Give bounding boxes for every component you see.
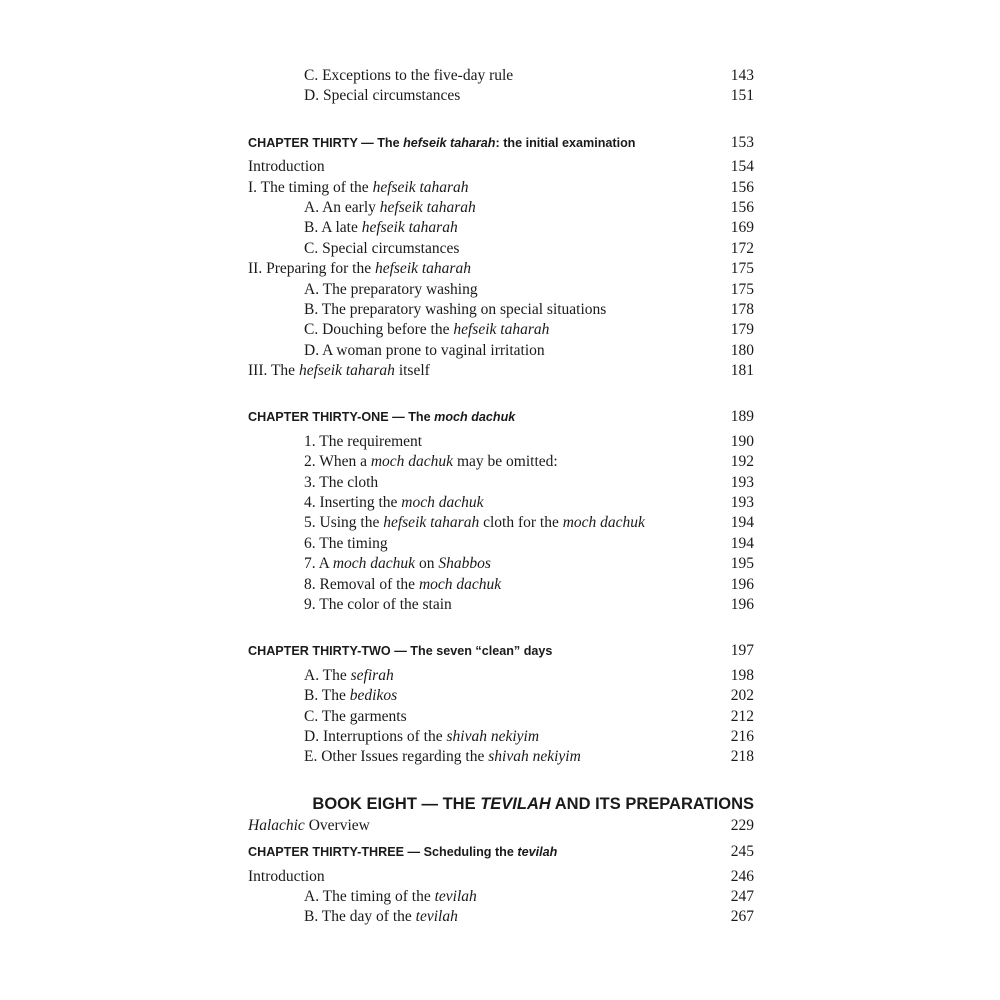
entry-title xyxy=(248,86,460,106)
text-run: B. A late xyxy=(304,219,362,237)
page-number: 178 xyxy=(730,300,754,318)
toc-subentry xyxy=(248,595,754,615)
page-number: 192 xyxy=(730,453,754,471)
entry-title xyxy=(248,887,477,907)
page-number: 267 xyxy=(730,908,754,926)
toc-subentry xyxy=(248,907,754,927)
text-run: B. The preparatory washing on special situations xyxy=(304,300,607,318)
page-number: 190 xyxy=(730,432,754,450)
text-run: C. Exceptions to the five-day rule xyxy=(304,67,514,84)
page-number: 143 xyxy=(730,67,754,84)
toc-entry xyxy=(248,259,754,279)
italic-term: TEVILAH xyxy=(480,794,551,813)
book-heading xyxy=(248,792,754,816)
entry-title xyxy=(248,320,549,340)
text-run: cloth for the xyxy=(479,514,563,532)
entry-title xyxy=(248,707,407,727)
page-number: 189 xyxy=(730,408,754,426)
page-number: 193 xyxy=(730,494,754,512)
toc-subentry xyxy=(248,341,754,361)
italic-term: moch dachuk xyxy=(418,575,502,593)
page-number: 212 xyxy=(730,707,754,725)
page-number: 172 xyxy=(730,239,754,257)
text-run: may be omitted: xyxy=(453,453,558,471)
text-run: D. Special circumstances xyxy=(304,87,461,105)
page-number: 198 xyxy=(730,666,754,684)
entry-title xyxy=(248,66,513,86)
italic-term: moch dachuk xyxy=(332,555,416,573)
page-number: 197 xyxy=(730,642,754,660)
text-run: 1. The requirement xyxy=(304,432,423,450)
italic-term: hefseik taharah xyxy=(361,219,458,237)
text-run: 4. Inserting the xyxy=(304,494,402,512)
book-title xyxy=(312,792,754,816)
text-run: 6. The timing xyxy=(304,534,388,552)
text-run: 3. The cloth xyxy=(304,473,379,491)
chapter-title xyxy=(248,641,552,661)
italic-term: tevilah xyxy=(517,845,558,860)
chapter-heading xyxy=(248,407,754,427)
entry-title xyxy=(248,218,458,238)
text-run: 8. Removal of the xyxy=(304,575,419,593)
page-number: 194 xyxy=(730,534,754,552)
text-run: CHAPTER THIRTY — The xyxy=(248,135,404,150)
page-number: 181 xyxy=(730,362,754,380)
page-number: 195 xyxy=(730,555,754,573)
toc-subentry xyxy=(248,280,754,300)
entry-title xyxy=(248,341,545,361)
italic-term: hefseik taharah xyxy=(372,178,469,196)
page-number: 202 xyxy=(730,687,754,705)
text-run: D. A woman prone to vaginal irritation xyxy=(304,341,545,359)
text-run: BOOK EIGHT — THE xyxy=(312,794,481,813)
table-of-contents xyxy=(248,66,754,928)
entry-title xyxy=(248,747,581,767)
toc-subentry xyxy=(248,432,754,452)
text-run: CHAPTER THIRTY-TWO — The seven “clean” days xyxy=(248,644,553,659)
chapter-heading xyxy=(248,641,754,661)
toc-subentry xyxy=(248,218,754,238)
italic-term: shivah nekiyim xyxy=(446,727,540,745)
text-run: : the initial examination xyxy=(495,135,636,150)
page-number: 196 xyxy=(730,595,754,613)
page-number: 175 xyxy=(730,260,754,278)
italic-term: hefseik taharah xyxy=(383,514,480,532)
italic-term: tevilah xyxy=(415,908,458,926)
entry-title xyxy=(248,361,430,381)
text-run: B. The day of the xyxy=(304,908,416,926)
entry-title xyxy=(248,432,422,452)
italic-term: moch dachuk xyxy=(562,514,645,532)
text-run: AND ITS PREPARATIONS xyxy=(550,794,754,813)
text-run: E. Other Issues regarding the xyxy=(304,748,489,766)
text-run: C. Special circumstances xyxy=(304,239,460,257)
entry-title xyxy=(248,554,491,574)
entry-title xyxy=(248,452,558,472)
entry-title xyxy=(248,473,378,493)
toc-subentry xyxy=(248,513,754,533)
page-number: 156 xyxy=(730,198,754,216)
entry-title xyxy=(248,907,458,927)
page-number: 247 xyxy=(730,887,754,905)
entry-title xyxy=(248,198,476,218)
page-number: 229 xyxy=(730,816,754,834)
toc-subentry xyxy=(248,473,754,493)
text-run: A. The xyxy=(304,666,351,684)
toc-subentry xyxy=(248,239,754,259)
page-number: 153 xyxy=(730,133,754,151)
toc-subentry xyxy=(248,320,754,340)
chapter-heading xyxy=(248,842,754,862)
italic-term: tevilah xyxy=(434,887,477,905)
italic-term: moch dachuk xyxy=(370,453,454,471)
italic-term: hefseik taharah xyxy=(379,198,476,216)
text-run: C. Douching before the xyxy=(304,321,454,339)
text-run: 2. When a xyxy=(304,453,371,471)
chapter-title xyxy=(248,407,515,427)
toc-subentry xyxy=(248,707,754,727)
text-run: A. An early xyxy=(304,198,380,216)
page-number: 156 xyxy=(730,178,754,196)
toc-subentry xyxy=(248,686,754,706)
toc-entry xyxy=(248,178,754,198)
entry-title xyxy=(248,513,645,533)
italic-term: hefseik taharah xyxy=(453,321,550,339)
toc-subentry xyxy=(248,452,754,472)
toc-subentry xyxy=(248,575,754,595)
page-number: 179 xyxy=(730,321,754,339)
page-number: 175 xyxy=(730,280,754,298)
text-run: III. The xyxy=(248,362,299,380)
page-number: 245 xyxy=(730,843,754,861)
toc-subentry xyxy=(248,66,754,86)
italic-term: hefseik taharah xyxy=(403,135,496,150)
italic-term: moch dachuk xyxy=(401,494,484,512)
page-number: 193 xyxy=(730,473,754,491)
text-run: itself xyxy=(394,362,430,380)
toc-entry xyxy=(248,361,754,381)
toc-subentry xyxy=(248,666,754,686)
text-run: A. The preparatory washing xyxy=(304,280,478,298)
toc-entry xyxy=(248,157,754,177)
toc-entry xyxy=(248,867,754,887)
entry-title xyxy=(248,300,606,320)
entry-title xyxy=(248,239,459,259)
page-number: 169 xyxy=(730,219,754,237)
text-run: 5. Using the xyxy=(304,514,384,532)
text-run: 9. The color of the stain xyxy=(304,595,452,613)
entry-title xyxy=(248,575,501,595)
toc-subentry xyxy=(248,86,754,106)
italic-term: hefseik taharah xyxy=(374,260,471,278)
text-run: CHAPTER THIRTY-ONE — The xyxy=(248,410,435,425)
entry-title xyxy=(248,666,394,686)
page-number: 180 xyxy=(730,341,754,359)
text-run: 7. A xyxy=(304,555,333,573)
toc-subentry xyxy=(248,534,754,554)
text-run: Introduction xyxy=(248,158,325,176)
toc-entry xyxy=(248,816,754,836)
toc-subentry xyxy=(248,300,754,320)
entry-title xyxy=(248,727,539,747)
entry-title xyxy=(248,259,471,279)
page-number: 246 xyxy=(730,867,754,885)
text-run: II. Preparing for the xyxy=(248,260,375,278)
toc-subentry xyxy=(248,493,754,513)
text-run: C. The garments xyxy=(304,707,407,725)
toc-subentry xyxy=(248,554,754,574)
italic-term: sefirah xyxy=(350,666,394,684)
toc-subentry xyxy=(248,747,754,767)
page-number: 216 xyxy=(730,727,754,745)
entry-title xyxy=(248,595,452,615)
italic-term: Halachic xyxy=(248,816,305,834)
entry-title xyxy=(248,867,325,887)
chapter-title xyxy=(248,842,557,862)
entry-title xyxy=(248,493,484,513)
text-run: A. The timing of the xyxy=(304,887,435,905)
italic-term: Shabbos xyxy=(438,555,491,573)
page-number: 151 xyxy=(730,87,754,105)
page-number: 194 xyxy=(730,514,754,532)
entry-title xyxy=(248,816,370,836)
entry-title xyxy=(248,534,388,554)
entry-title xyxy=(248,157,325,177)
text-run: on xyxy=(415,555,439,573)
page-number: 196 xyxy=(730,575,754,593)
page-number: 218 xyxy=(730,748,754,766)
page-number: 154 xyxy=(730,158,754,176)
toc-subentry xyxy=(248,887,754,907)
toc-subentry xyxy=(248,198,754,218)
entry-title xyxy=(248,178,469,198)
entry-title xyxy=(248,686,397,706)
chapter-heading xyxy=(248,133,754,153)
italic-term: shivah nekiyim xyxy=(488,748,581,766)
toc-subentry xyxy=(248,727,754,747)
text-run: I. The timing of the xyxy=(248,178,373,196)
text-run: B. The xyxy=(304,687,350,705)
italic-term: moch dachuk xyxy=(434,410,516,425)
text-run: D. Interruptions of the xyxy=(304,727,447,745)
italic-term: bedikos xyxy=(349,687,398,705)
text-run: CHAPTER THIRTY-THREE — Scheduling the xyxy=(248,845,518,860)
text-run: Introduction xyxy=(248,867,325,885)
entry-title xyxy=(248,280,478,300)
chapter-title xyxy=(248,133,635,153)
italic-term: hefseik taharah xyxy=(298,362,395,380)
text-run: Overview xyxy=(304,816,370,834)
